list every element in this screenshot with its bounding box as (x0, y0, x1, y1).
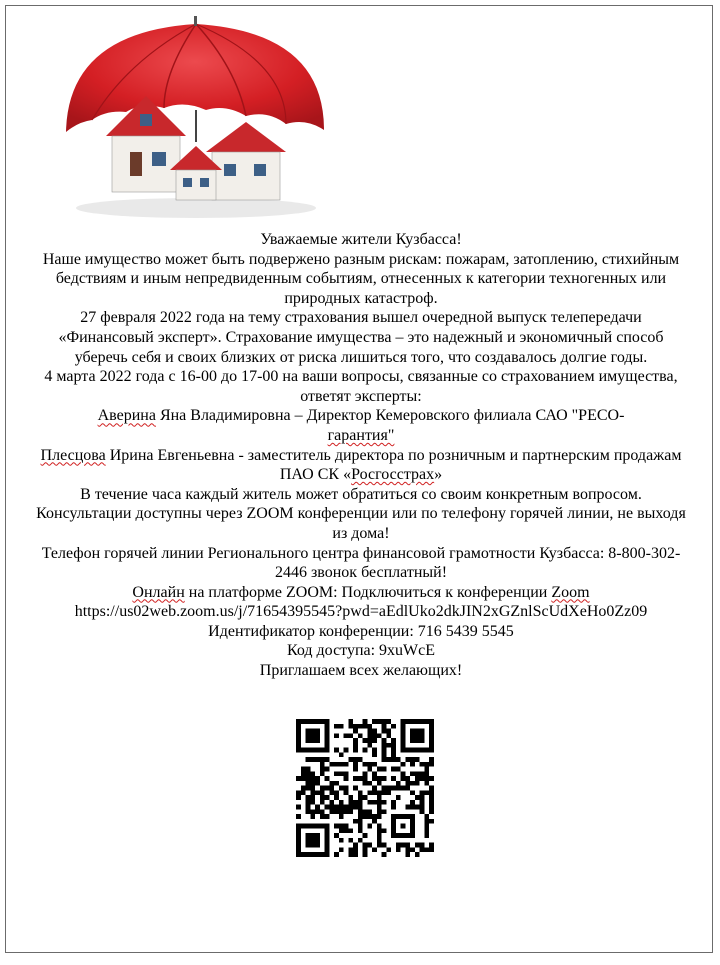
expert-1 (36, 406, 686, 445)
consult-hour: В течение часа каждый житель может обратиться со своим конкретным вопросом. (80, 485, 642, 503)
conference-id: Идентификатор конференции: 716 5439 5545 (208, 622, 514, 640)
expert-2 (36, 446, 686, 485)
expert-1-surname: Аверина (97, 407, 156, 425)
access-code: Код доступа: 9xuWcE (286, 642, 436, 660)
expert-2-surname: Плесцова (40, 446, 106, 464)
announcement-text (36, 230, 686, 681)
hotline: Телефон горячей линии Регионального центра финансовой грамотности Кузбасса: 8-800-302-2446 звонок бесплатный! (41, 544, 681, 582)
intro-paragraph: Наше имущество может быть подвержено разным рискам: пожарам, затоплению, стихийным бедствиям и иным непредвиденным событиям, отнесенных к категории техногенных или природных катастроф. (42, 250, 680, 307)
expert-1-details: Яна Владимировна – Директор Кемеровского филиала САО "РЕСО- (155, 407, 625, 425)
expert-2-details: Ирина Евгеньевна - заместитель директора по розничным и партнерским продажам ПАО СК « (105, 446, 682, 484)
broadcast-paragraph: 27 февраля 2022 года на тему страхования вышел очередной выпуск телепередачи «Финансовый эксперт». Страхование имущества – это надежный и экономичный способ уберечь себя и своих близких от риска лишиться того, что создавалось долгие годы. (58, 309, 664, 366)
qr-code-icon[interactable] (296, 719, 434, 857)
expert-2-close: » (434, 466, 443, 484)
online-mid: на платформе ZOOM: Подключиться к конференции (184, 583, 552, 601)
umbrella-houses-illustration (46, 12, 326, 224)
schedule-paragraph: 4 марта 2022 года с 16-00 до 17-00 на ваши вопросы, связанные со страхованием имущества, ответят эксперты: (44, 368, 678, 405)
online-word: Онлайн (132, 583, 185, 601)
expert-2-company: Росгосстрах (351, 466, 435, 484)
flyer-page (5, 5, 713, 953)
zoom-url[interactable]: https://us02web.zoom.us/j/71654395545?pwd=aEdlUko2dkJIN2xGZnlScUdXeHo0Zz09 (74, 603, 648, 621)
invite: Приглашаем всех желающих! (259, 662, 463, 680)
online-line (36, 583, 686, 603)
zoom-word: Zoom (551, 583, 590, 601)
consult-channels: Консультации доступны через ZOOM конференции или по телефону горячей линии, не выходя из дома! (36, 505, 686, 542)
expert-1-company-tail: гарантия" (327, 426, 395, 444)
greeting: Уважаемые жители Кузбасса! (260, 231, 462, 248)
